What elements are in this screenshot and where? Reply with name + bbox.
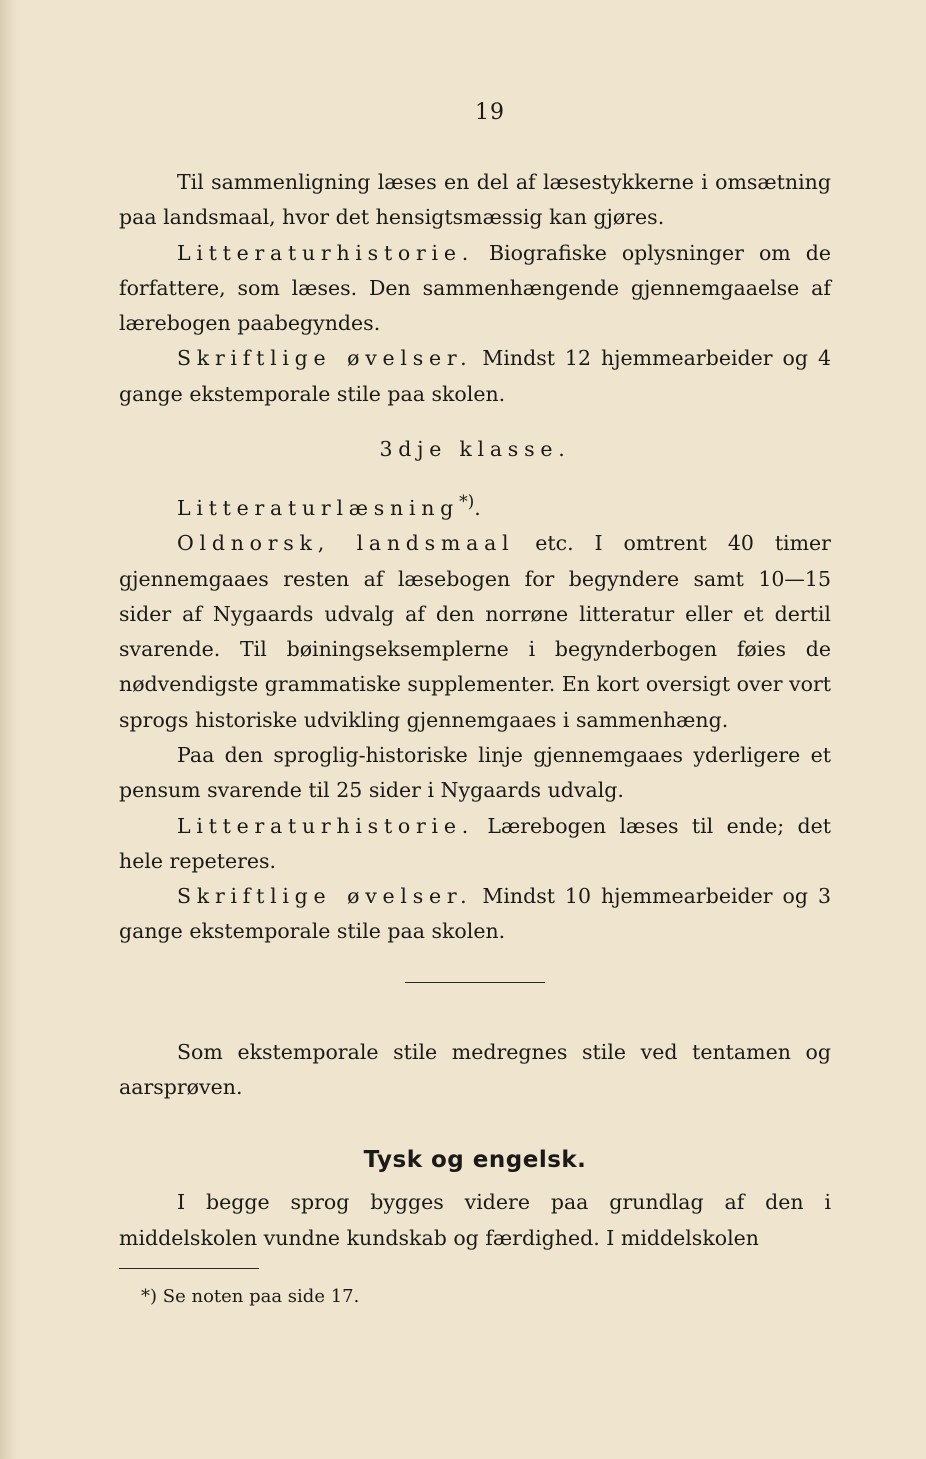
footnote-reference: *) (459, 492, 475, 513)
paragraph-written-exercises (119, 341, 831, 412)
paragraph-written-exercises-2 (119, 879, 831, 950)
paragraph-written-exercises-text: Mindst 12 hjemmearbeider og 4 gange ekstemporale stile paa skolen. (119, 346, 831, 406)
paragraph-literary-history (119, 236, 831, 342)
paragraph-literary-history-2 (119, 809, 831, 880)
page-content (119, 100, 831, 1311)
footnote (141, 1283, 831, 1311)
section-title-german-english: Tysk og engelsk. (363, 1147, 587, 1174)
paragraph-historical-line: Paa den sproglig-historiske linje gjennemgaaes yderligere et pensum svarende til 25 sider i Nygaards udvalg. (119, 742, 831, 803)
subheading-literary-history-2: Litteraturhistorie. (177, 813, 474, 838)
subheading-written-exercises-2: Skriftlige øvelser. (177, 884, 473, 909)
paragraph-literature-reading (119, 485, 831, 526)
paragraph-literary-history-text: Biografiske oplysninger om de forfattere, som læses. Den sammenhængende gjennemgaaelse af lærebogen paabegyndes. (119, 240, 831, 336)
footnote-rule (119, 1268, 259, 1269)
page-number: 19 (475, 100, 505, 125)
subheading-literature-reading: Litteraturlæsning (177, 495, 460, 520)
subheading-written-exercises: Skriftlige øvelser. (177, 346, 473, 371)
paragraph-old-norse (119, 526, 831, 738)
period: . (474, 495, 481, 520)
footnote-text: Se noten paa side 17. (162, 1285, 360, 1307)
paragraph-comparison: Til sammenligning læses en del af læsestykkerne i omsætning paa landsmaal, hvor det hensigtsmæssig kan gjøres. (119, 170, 831, 230)
paragraph-extemporal-note: Som ekstemporale stile medregnes stile ved tentamen og aarsprøven. (119, 1039, 831, 1100)
subheading-old-norse: Oldnorsk, landsmaal (177, 531, 515, 556)
paragraph-old-norse-text: etc. I omtrent 40 timer gjennemgaaes resten af læsebogen for begyndere samt 10—15 sider af Nygaards udvalg af den norrøne litteratur eller et dertil svarende. Til bøiningseksemplerne i begynderbogen føies de nødvendigste grammatiske supplementer. En kort oversigt over vort sprogs historiske udvikling gjennemgaaes i sammenhæng. (119, 531, 831, 732)
section-divider (405, 982, 545, 983)
page-edge-shadow (0, 0, 18, 1459)
class-heading: 3dje klasse. (379, 437, 571, 462)
paragraph-german-english: I begge sprog bygges videre paa grundlag af den i middelskolen vundne kundskab og færdighed. I middelskolen (119, 1190, 831, 1250)
subheading-literary-history: Litteraturhistorie. (177, 240, 474, 265)
footnote-mark: *) (141, 1285, 158, 1307)
paragraph-literary-history-2-text: Lærebogen læses til ende; det hele repeteres. (119, 813, 831, 873)
paragraph-written-exercises-2-text: Mindst 10 hjemmearbeider og 3 gange ekstemporale stile paa skolen. (119, 884, 831, 944)
